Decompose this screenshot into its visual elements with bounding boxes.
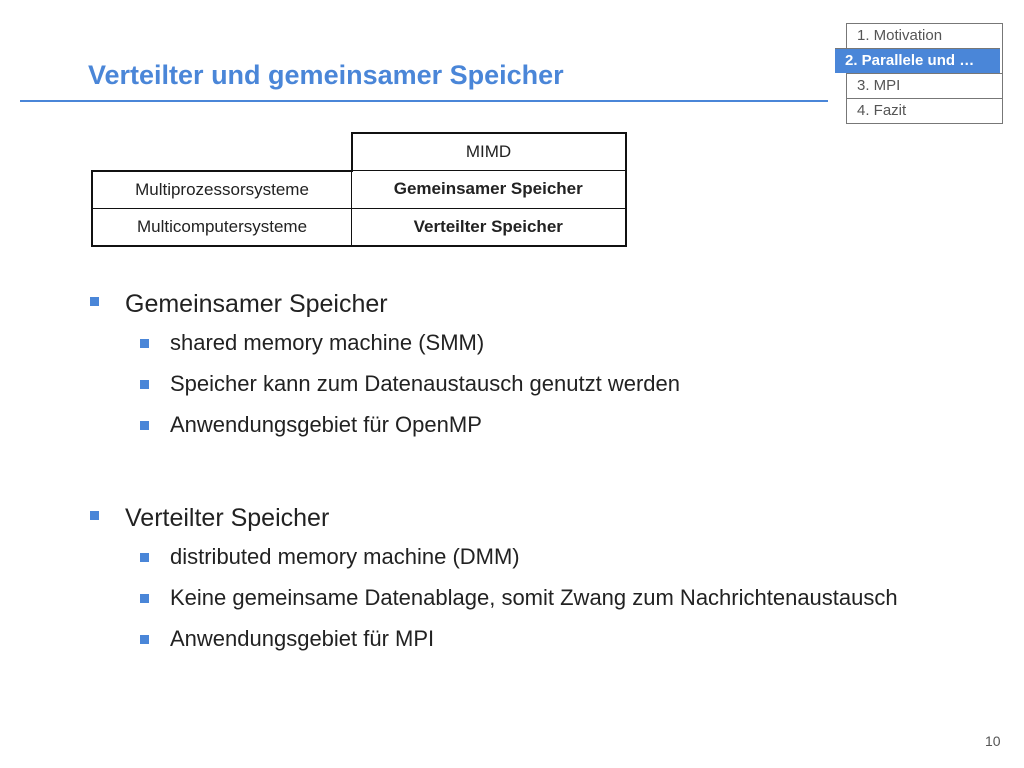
sub-bullet-text: Keine gemeinsame Datenablage, somit Zwang zum Nachrichtenaustausch bbox=[170, 585, 898, 610]
sub-bullet-item bbox=[88, 369, 898, 410]
table-row-label: Multiprozessorsysteme bbox=[92, 171, 352, 209]
sub-bullet-text: distributed memory machine (DMM) bbox=[170, 544, 520, 569]
nav-item-mpi[interactable]: 3. MPI bbox=[847, 73, 1002, 98]
bullet-item bbox=[88, 288, 898, 328]
bullet-square-icon bbox=[90, 511, 99, 520]
section-nav bbox=[846, 23, 1003, 124]
slide-title: Verteilter und gemeinsamer Speicher bbox=[88, 60, 564, 90]
bullet-text: Verteilter Speicher bbox=[125, 504, 330, 532]
mimd-table bbox=[91, 132, 627, 247]
bullet-square-icon bbox=[140, 380, 149, 389]
sub-bullet-item bbox=[88, 410, 898, 451]
table-row-value: Gemeinsamer Speicher bbox=[352, 171, 626, 209]
sub-bullet-text: Speicher kann zum Datenaustausch genutzt werden bbox=[170, 371, 680, 396]
page-number: 10 bbox=[985, 733, 1001, 749]
sub-bullet-item bbox=[88, 328, 898, 369]
nav-item-motivation[interactable]: 1. Motivation bbox=[857, 27, 943, 44]
bullet-item bbox=[88, 502, 898, 542]
bullet-square-icon bbox=[90, 297, 99, 306]
bullet-square-icon bbox=[140, 553, 149, 562]
bullet-square-icon bbox=[140, 421, 149, 430]
table-header-row bbox=[92, 133, 626, 171]
bullet-square-icon bbox=[140, 339, 149, 348]
table-header-mimd: MIMD bbox=[352, 133, 626, 171]
bullet-list bbox=[88, 288, 898, 665]
bullet-square-icon bbox=[140, 635, 149, 644]
nav-item-fazit[interactable]: 4. Fazit bbox=[847, 98, 1002, 123]
table-row bbox=[92, 171, 626, 209]
nav-item-parallele[interactable]: 2. Parallele und … bbox=[835, 48, 1000, 73]
sub-bullet-item bbox=[88, 542, 898, 583]
sub-bullet-item bbox=[88, 583, 898, 624]
sub-bullet-item bbox=[88, 624, 898, 665]
sub-bullet-text: Anwendungsgebiet für OpenMP bbox=[170, 412, 482, 437]
sub-bullet-text: shared memory machine (SMM) bbox=[170, 330, 485, 355]
bullet-text: Gemeinsamer Speicher bbox=[125, 290, 388, 318]
sub-bullet-text: Anwendungsgebiet für MPI bbox=[170, 626, 435, 651]
table-corner-cell bbox=[92, 133, 352, 171]
table-row bbox=[92, 208, 626, 246]
table-row-value: Verteilter Speicher bbox=[352, 208, 626, 246]
title-divider bbox=[20, 100, 828, 102]
table-row-label: Multicomputersysteme bbox=[92, 208, 352, 246]
bullet-square-icon bbox=[140, 594, 149, 603]
